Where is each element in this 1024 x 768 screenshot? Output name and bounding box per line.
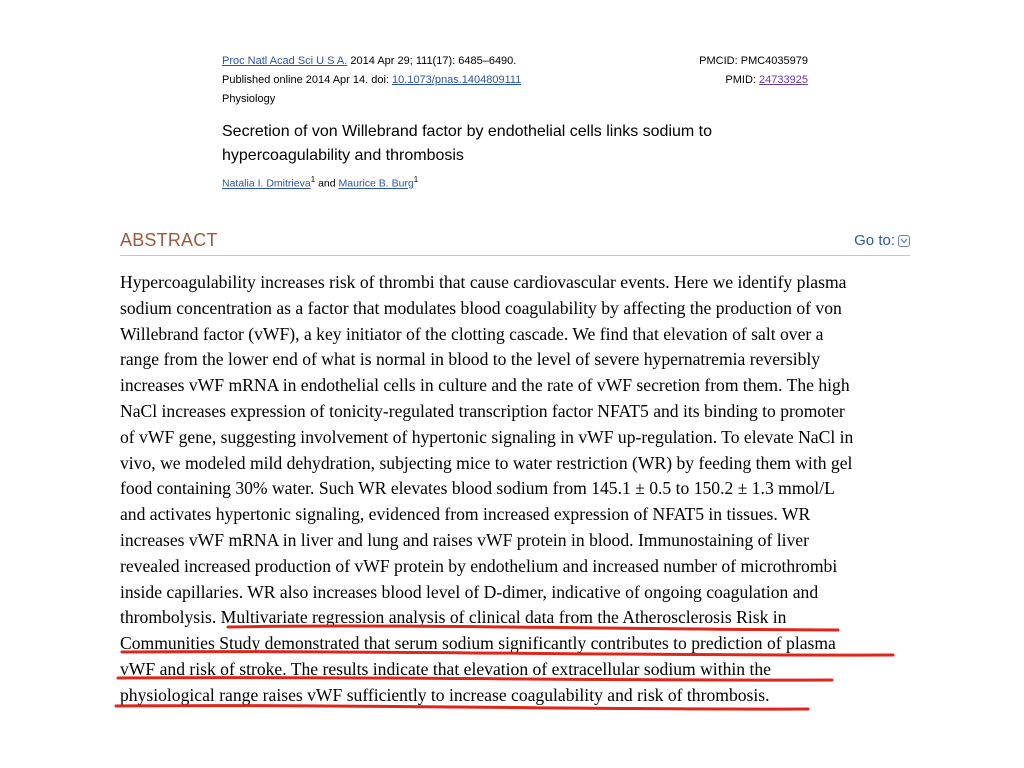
- abstract-line: food containing 30% water. Such WR elevates blood sodium from 145.1 ± 0.5 to 150.2 ± 1.3 mmol/L: [120, 478, 835, 499]
- abstract-line: vivo, we modeled mild dehydration, subjecting mice to water restriction (WR) by feeding them with gel: [120, 452, 853, 473]
- abstract-line: sodium concentration as a factor that modulates blood coagulability by affecting the production of von: [120, 297, 842, 318]
- doi-link[interactable]: 10.1073/pnas.1404809111: [392, 74, 522, 86]
- abstract-line: Communities Study demonstrated that serum sodium significantly contributes to prediction of plasma: [120, 633, 836, 654]
- abstract-heading: ABSTRACT: [120, 230, 218, 250]
- published-prefix: Published online 2014 Apr 14. doi:: [222, 74, 393, 86]
- author-link[interactable]: Natalia I. Dmitrieva: [222, 177, 311, 190]
- abstract-text: [120, 270, 910, 709]
- author-affiliation: 1: [413, 175, 419, 184]
- pmid-link[interactable]: 24733925: [759, 74, 808, 86]
- author-list: [222, 175, 418, 190]
- pmcid: PMCID: PMC4035979: [699, 55, 808, 67]
- author-separator: and: [315, 177, 339, 190]
- abstract-line: physiological range raises vWF sufficiently to increase coagulability and risk of thrombosis.: [120, 684, 770, 705]
- abstract-line: range from the lower end of what is normal in blood to the level of severe hypernatremia reversibly: [120, 349, 821, 370]
- author-affiliation: 1: [310, 175, 316, 184]
- pmid-label: PMID:: [725, 74, 760, 86]
- section-label: Physiology: [222, 93, 276, 105]
- abstract-line: revealed increased production of vWF protein by endothelium and increased number of microthrombi: [120, 555, 838, 576]
- section-divider: [120, 255, 910, 256]
- abstract-line: increases vWF mRNA in liver and lung and raises vWF protein in blood. Immunostaining of liver: [120, 529, 809, 550]
- goto-menu[interactable]: [854, 232, 910, 249]
- abstract-line: increases vWF mRNA in endothelial cells in culture and the rate of vWF secretion from them. The high: [120, 375, 850, 396]
- goto-label[interactable]: Go to:: [854, 232, 895, 249]
- abstract-line: and activates hypertonic signaling, evidenced from increased expression of NFAT5 in tissues. WR: [120, 504, 811, 525]
- citation-block: [222, 52, 521, 109]
- abstract-line: thrombolysis. Multivariate regression analysis of clinical data from the Atherosclerosis Risk in: [120, 607, 787, 628]
- abstract-line: of vWF gene, suggesting involvement of hypertonic signaling in vWF up-regulation. To elevate NaCl in: [120, 426, 854, 447]
- abstract-line: vWF and risk of stroke. The results indicate that elevation of extracellular sodium within the: [120, 658, 771, 679]
- abstract-line: Hypercoagulability increases risk of thrombi that cause cardiovascular events. Here we identify plasma: [120, 272, 847, 292]
- abstract-line: inside capillaries. WR also increases blood level of D-dimer, indicative of ongoing coagulation and: [120, 581, 819, 602]
- author-link[interactable]: Maurice B. Burg: [338, 177, 414, 190]
- abstract-line: NaCl increases expression of tonicity-regulated transcription factor NFAT5 and its binding to promoter: [120, 400, 845, 421]
- pmid-line: [699, 71, 808, 90]
- published-line: [222, 71, 521, 90]
- identifier-block: [699, 52, 808, 90]
- journal-link[interactable]: Proc Natl Acad Sci U S A.: [222, 55, 348, 67]
- chevron-down-icon[interactable]: [898, 235, 910, 247]
- abstract-line: Willebrand factor (vWF), a key initiator of the clotting cascade. We find that elevation of salt over a: [120, 323, 824, 344]
- article-title: Secretion of von Willebrand factor by endothelial cells links sodium to hypercoagulability and thrombosis: [222, 123, 713, 164]
- citation-line: [222, 52, 521, 71]
- citation-date: 2014 Apr 29; 111(17): 6485–6490.: [347, 55, 517, 67]
